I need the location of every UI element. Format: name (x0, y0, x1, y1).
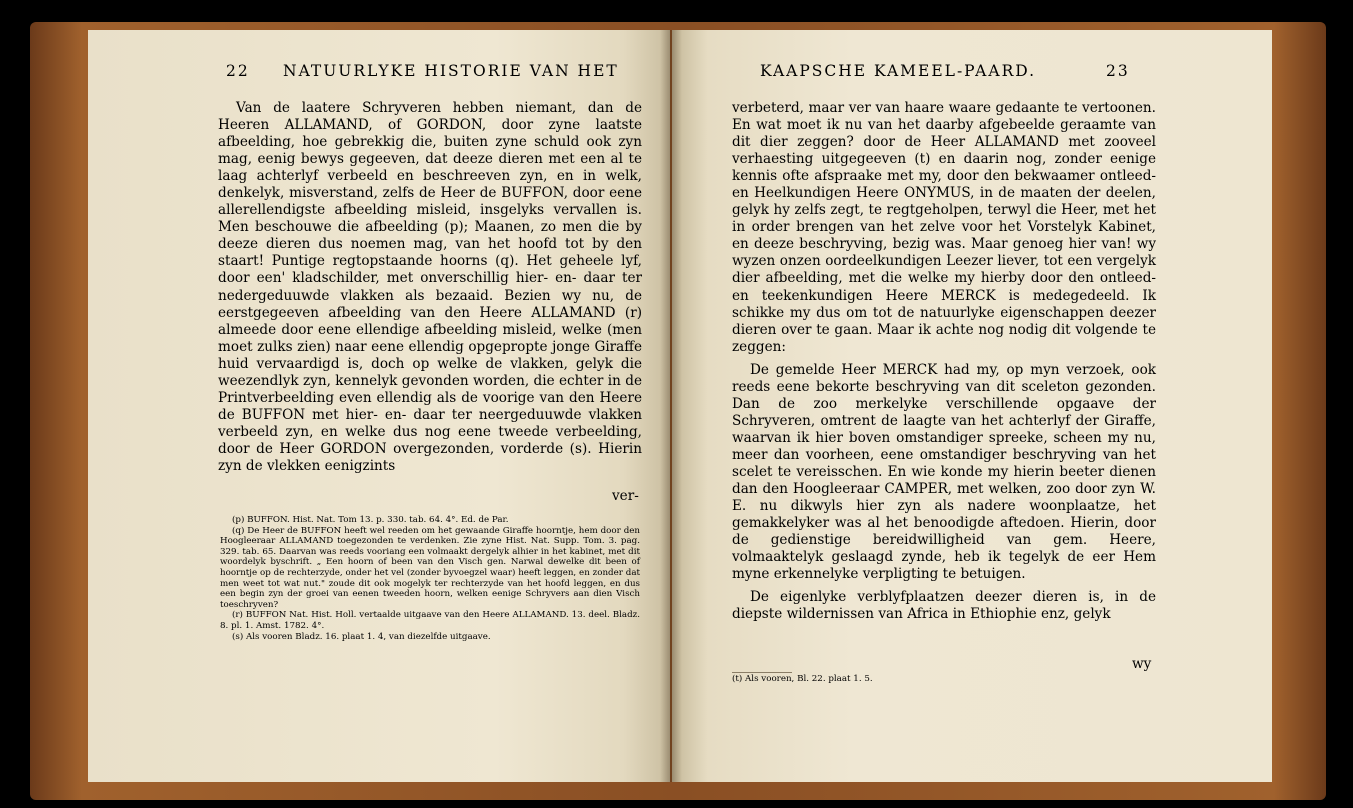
footnote-r: (r) BUFFON Nat. Hist. Holl. vertaalde uitgaave van den Heere ALLAMAND. 13. deel. Bladz. 8. pl. 1. Amst. 1782. 4°. (220, 610, 640, 631)
book-gutter (660, 30, 682, 782)
right-body (732, 100, 1156, 623)
left-body (218, 100, 642, 475)
right-paragraph-1: verbeterd, maar ver van haare waare gedaante te vertoonen. En wat moet ik nu van het daarby afgebeelde geraamte van dit dier zeggen? door de Heer ALLAMAND met zooveel verhaesting uitgegeeven (t) en daarin nog, zonder eenige kennis ofte afspraake met my, door den bekwaamer ontleed- en Heelkundigen Heere ONYMUS, in de maaten der deelen, gelyk hy zelfs zegt, te regtgeholpen, terwyl die Heer, met het in order brengen van het zelve voor het Vorstelyk Kabinet, en deeze beschryving, bezig was. Maar genoeg hier van! wy wyzen onzen oordeelkundigen Leezer liever, tot een vergelyk dier afbeelding, met die welke my hierby door den ontleed- en teekenkundigen Heere MERCK is medegedeeld. Ik schikke my dus om tot de natuurlyke eigenschappen deezer dieren over te gaan. Maar ik achte nog nodig dit volgende te zeggen: (732, 100, 1156, 355)
footnote-s: (s) Als vooren Bladz. 16. plaat 1. 4, van diezelfde uitgaave. (232, 631, 491, 642)
right-page-number: 23 (1106, 62, 1130, 80)
footnote-q: (q) De Heer de BUFFON heeft wel reeden om het gewaande Giraffe hoorntje, hem door den Hoogleeraar ALLAMAND toegezonden te verdenken. Zie zyne Hist. Nat. Supp. Tom. 3. pag. 329. tab. 65. Daarvan was reeds vooriang een volmaakt dergelyk alhier in het kabinet, met dit woordelyk byschrift. „ Een hoorn of been van den Visch gen. Narwal dewelke dit been of hoorntje op de rechterzyde, onder het vel (zonder byvoegzel waar) heeft leggen, en zonder dat men weet tot wat nut." zoude dit ook mogelyk ter rechterzyde van het hoofd leggen, en dus een begin zyn der groei van eenen tweeden hoorn, welken eenige Schryvers aan dien Visch toeschryven? (220, 525, 640, 610)
right-catchword: wy (1132, 656, 1152, 672)
left-footnotes (220, 515, 640, 642)
left-running-head: NATUURLYKE HISTORIE VAN HET (283, 62, 619, 80)
right-paragraph-2: De gemelde Heer MERCK had my, op myn verzoek, ook reeds eene bekorte beschryving van dit sceleton gezonden. Dan de zoo merkelyke verschillende opgaave der Schryveren, omtrent de laagte van het achterlyf der Giraffe, waarvan ik hier boven omstandiger spreeke, scheen my nu, meer dan voorheen, eene omstandiger beschryving van het scelet te vereisschen. En wie konde my hierin beeter dienen dan den Hoogleeraar CAMPER, met welken, zoo door zyn W. E. nu dikwyls hier zyn als nadere woonplaatze, het gemakkelyker was al het benoodigde aftedoen. Hierin, door de gedienstige bereidwilligheid van gem. Heere, volmaaktelyk geslaagd zynde, heb ik tegelyk de eer Hem myne erkennelyke verpligting te betuigen. (732, 361, 1156, 583)
left-catchword: ver- (612, 488, 639, 504)
right-running-head: KAAPSCHE KAMEEL-PAARD. (760, 62, 1037, 80)
left-paragraph: Van de laatere Schryveren hebben niemant, dan de Heeren ALLAMAND, of GORDON, door zyne laatste afbeelding, hoe gebrekkig die, buiten zyne schuld ook zyn mag, eenig bewys gegeeven, dat deeze dieren met een al te laag achterlyf verbeeld en beschreeven zyn, en in welk, denkelyk, misverstand, zelfs de Heer de BUFFON, door eene allerellendigste afbeelding misleid, insgelyks vervallen is. Men beschouwe die afbeelding (p); Maanen, zo men die by deeze dieren dus noemen mag, van het hoofd tot by den staart! Puntige regtopstaande hoorns (q). Het geheele lyf, door een' kladschilder, met onverschillig hier- en- daar ter nedergeduuwde vlakken als bezaaid. Bezien wy nu, de eerstgegeeven afbeelding van den Heere ALLAMAND (r) almeede door eene ellendige afbeelding misleid, welke (men moet zulks zien) naar eene ellendig opgepropte jonge Giraffe huid vervaardigd is, doch op welke de vlakken, gelyk die weezendlyk zyn, kennelyk gevonden worden, die echter in de Printverbeelding even ellendig als de voorige van den Heere de BUFFON met hier- en- daar ter neergeduuwde vlakken verbeeld zyn, en welke dus nog eene tweede verbeelding, door de Heer GORDON overgezonden, vorderde (s). Hierin zyn de vlekken eenigzints (218, 100, 642, 474)
right-paragraph-3: De eigenlyke verblyfplaatzen deezer dieren is, in de diepste wildernissen van Africa in Ethiophie enz, gelyk (732, 589, 1156, 623)
left-page-number: 22 (226, 62, 250, 80)
footnote-rule (732, 672, 792, 673)
footnote-t: (t) Als vooren, Bl. 22. plaat 1. 5. (732, 674, 873, 684)
footnote-p: (p) BUFFON. Hist. Nat. Tom 13. p. 330. tab. 64. 4°. Ed. de Par. (232, 515, 509, 525)
right-footnotes (732, 674, 1156, 685)
